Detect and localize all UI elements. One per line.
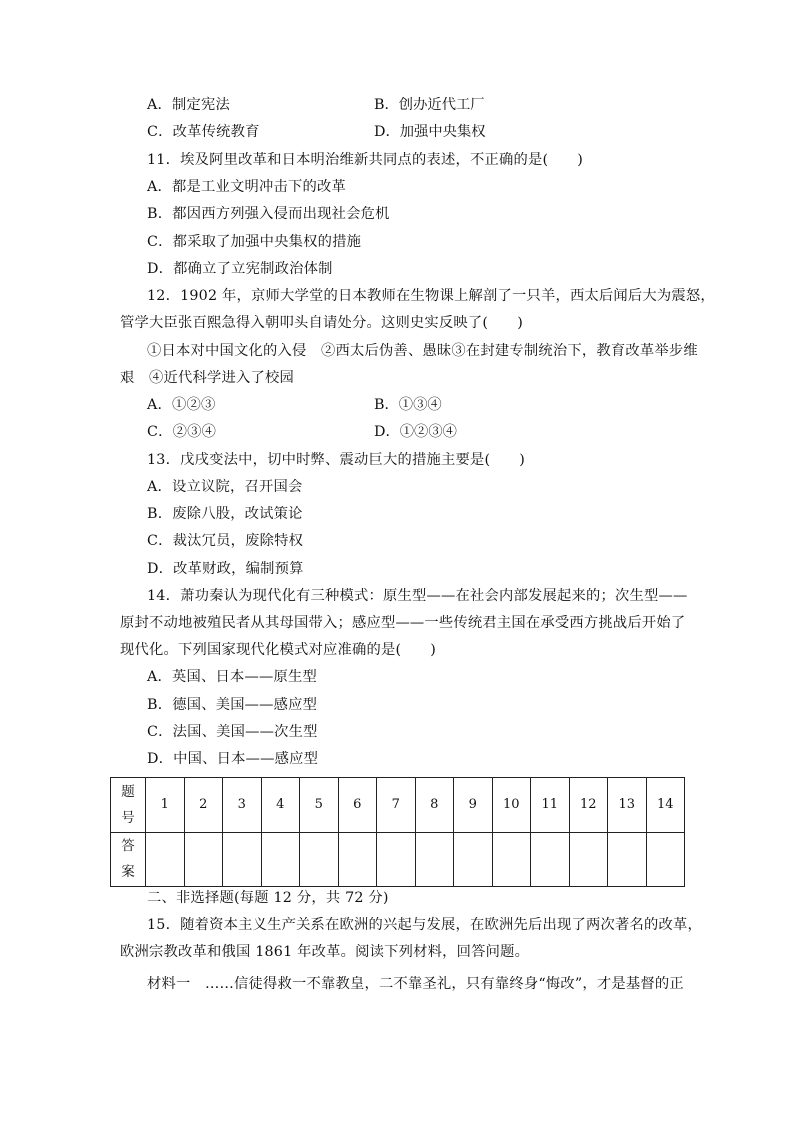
header-char: 案 [121, 864, 135, 881]
header-char: 答 [121, 838, 135, 855]
answer-cell[interactable] [454, 832, 493, 887]
answer-grid-answer-row [111, 832, 685, 887]
answer-cell[interactable] [531, 832, 570, 887]
answer-cell[interactable] [646, 832, 685, 887]
q12-option-a: A．①②③ [147, 397, 216, 413]
question-number-cell: 3 [223, 778, 262, 833]
q10-option-d: D．加强中央集权 [374, 124, 486, 140]
answer-cell[interactable] [415, 832, 454, 887]
header-char: 号 [121, 809, 135, 826]
q12-items-line2: 艰 ④近代科学进入了校园 [120, 370, 294, 386]
q14-stem-line3: 现代化。下列国家现代化模式对应准确的是( ) [120, 642, 436, 658]
q11-option-d: D．都确立了立宪制政治体制 [147, 261, 333, 277]
question-number-cell: 12 [569, 778, 608, 833]
answer-cell[interactable] [184, 832, 223, 887]
answer-cell[interactable] [261, 832, 300, 887]
q12-option-c: C．②③④ [147, 424, 217, 440]
q13-option-b: B．废除八股，改试策论 [147, 506, 303, 522]
answer-cell[interactable] [146, 832, 185, 887]
answer-cell[interactable] [492, 832, 531, 887]
q14-option-c: C．法国、美国——次生型 [147, 724, 318, 740]
header-char: 题 [121, 783, 135, 800]
q13-option-d: D．改革财政，编制预算 [147, 561, 304, 577]
question-number-cell: 8 [415, 778, 454, 833]
answer-cell[interactable] [608, 832, 647, 887]
q15-stem-line1: 15．随着资本主义生产关系在欧洲的兴起与发展，在欧洲先后出现了两次著名的改革， [147, 917, 702, 933]
answer-cell[interactable] [223, 832, 262, 887]
q10-option-a: A．制定宪法 [147, 97, 231, 113]
question-number-cell: 9 [454, 778, 493, 833]
question-number-cell: 10 [492, 778, 531, 833]
answer-cell[interactable] [377, 832, 416, 887]
question-number-cell: 5 [300, 778, 339, 833]
answer-row-header [111, 832, 146, 887]
question-number-cell: 7 [377, 778, 416, 833]
q15-stem-line2: 欧洲宗教改革和俄国 1861 年改革。阅读下列材料，回答问题。 [120, 944, 530, 960]
q13-stem: 13．戊戌变法中，切中时弊、震动巨大的措施主要是( ) [147, 452, 526, 468]
answer-grid-table [110, 777, 685, 887]
question-number-cell: 13 [608, 778, 647, 833]
q12-stem-line1: 12．1902 年，京师大学堂的日本教师在生物课上解剖了一只羊，西太后闻后大为震怒， [147, 288, 715, 304]
question-number-cell: 2 [184, 778, 223, 833]
answer-cell[interactable] [300, 832, 339, 887]
number-row-header [111, 778, 146, 833]
q14-stem-line1: 14．萧功秦认为现代化有三种模式：原生型——在社会内部发展起来的；次生型—— [147, 588, 688, 604]
q10-option-b: B．创办近代工厂 [374, 97, 485, 113]
q11-option-a: A．都是工业文明冲击下的改革 [147, 179, 346, 195]
q11-option-b: B．都因西方列强入侵而出现社会危机 [147, 206, 390, 222]
answer-cell[interactable] [338, 832, 377, 887]
answer-grid-number-row [111, 778, 685, 833]
q11-option-c: C．都采取了加强中央集权的措施 [147, 234, 362, 250]
q13-option-c: C．裁汰冗员，废除特权 [147, 533, 304, 549]
q11-stem: 11．埃及阿里改革和日本明治维新共同点的表述，不正确的是( ) [147, 152, 584, 168]
question-number-cell: 1 [146, 778, 185, 833]
q14-stem-line2: 原封不动地被殖民者从其母国带入；感应型——一些传统君主国在承受西方挑战后开始了 [120, 615, 686, 631]
question-number-cell: 4 [261, 778, 300, 833]
q12-items-line1: ①日本对中国文化的入侵 ②西太后伪善、愚昧③在封建专制统治下，教育改革举步维 [147, 343, 698, 359]
q14-option-b: B．德国、美国——感应型 [147, 697, 318, 713]
q14-option-d: D．中国、日本——感应型 [147, 751, 319, 767]
q12-option-b: B．①③④ [374, 397, 442, 413]
q13-option-a: A．设立议院，召开国会 [147, 479, 303, 495]
q10-option-c: C．改革传统教育 [147, 124, 260, 140]
q14-option-a: A．英国、日本——原生型 [147, 669, 317, 685]
question-number-cell: 14 [646, 778, 685, 833]
q12-stem-line2: 管学大臣张百熙急得入朝叩头自请处分。这则史实反映了( ) [120, 315, 523, 331]
section2-title: 二、非选择题(每题 12 分，共 72 分) [147, 890, 389, 906]
answer-cell[interactable] [569, 832, 608, 887]
question-number-cell: 11 [531, 778, 570, 833]
question-number-cell: 6 [338, 778, 377, 833]
q12-option-d: D．①②③④ [374, 424, 457, 440]
q15-material1: 材料一 ……信徒得救一不靠教皇，二不靠圣礼，只有靠终身“悔改”，才是基督的正 [147, 976, 684, 992]
